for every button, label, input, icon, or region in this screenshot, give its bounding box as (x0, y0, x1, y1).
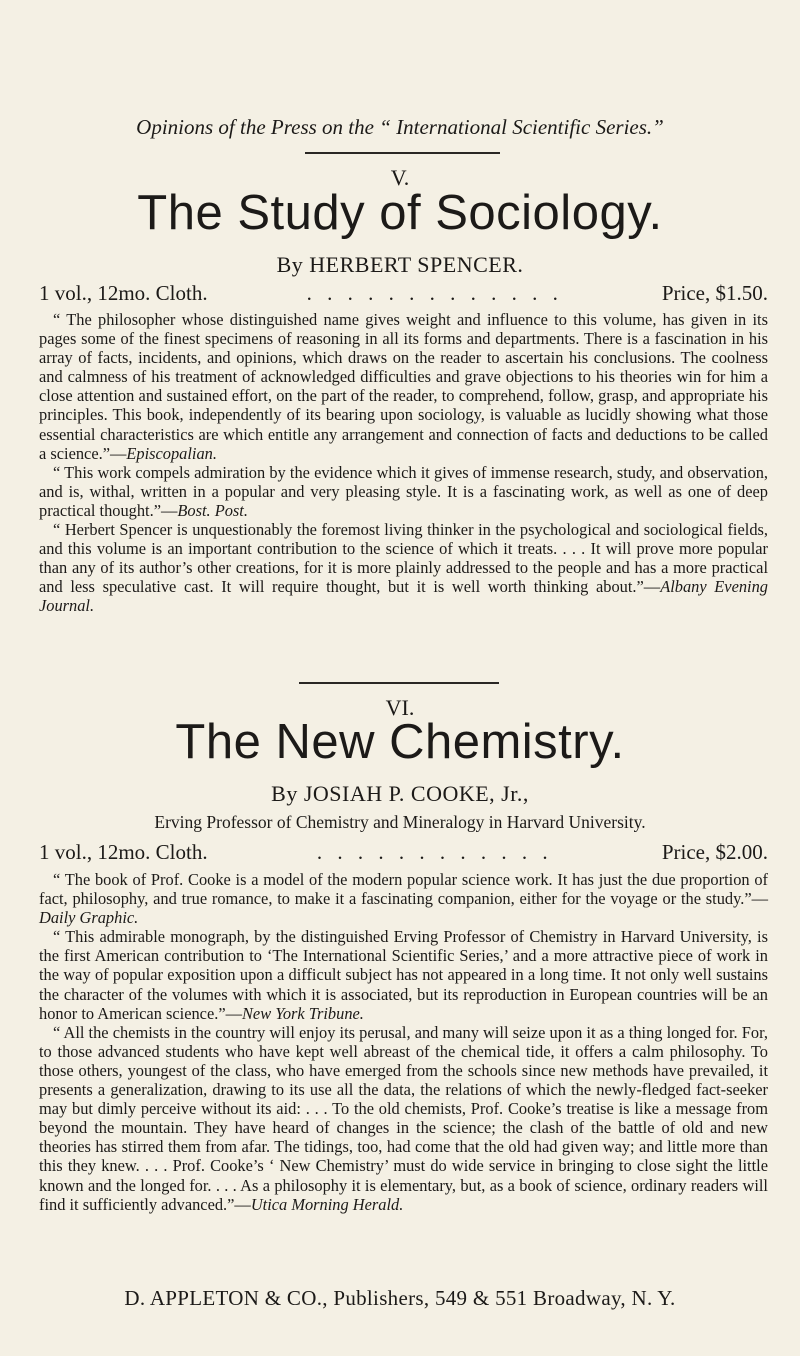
quote: “ This admirable monograph, by the distinguished Erving Professor of Chemistry in Harvard University, is the first American contribution to ‘The International Scientific Series,’ and a more attractive piece of work in the way of popular exposition upon a difficult subject has not appeared in a long time. It not only well sustains the character of the volumes with which it is associated, but its reproduction in European countries will be an honor to American science.”—New York Tribune. (39, 927, 768, 1023)
book-price: Price, $2.00. (661, 840, 768, 864)
quote-source: Albany Evening Journal. (39, 577, 768, 616)
quote: “ The book of Prof. Cooke is a model of the modern popular science work. It has just the due proportion of fact, philosophy, and true romance, to make it a fascinating companion, either for the voyage or the study.”—Daily Graphic. (39, 870, 768, 928)
book-price: Price, $1.50. (661, 281, 768, 305)
book-author: By JOSIAH P. COOKE, Jr., (271, 781, 529, 806)
divider-rule (299, 682, 499, 684)
author-affiliation: Erving Professor of Chemistry and Mineralogy in Harvard University. (154, 812, 646, 832)
leader-dots: . . . . . . . . . . . . . (306, 281, 563, 305)
quote-source: Bost. Post. (177, 500, 248, 520)
page-header: Opinions of the Press on the “ International Scientific Series.” (136, 115, 664, 139)
book-numeral: VI. (385, 695, 415, 720)
quote-source: Utica Morning Herald. (250, 1194, 404, 1214)
book-title: The Study of Sociology. (137, 186, 663, 240)
publisher-footer: D. APPLETON & CO., Publishers, 549 & 551 Broadway, N. Y. (124, 1286, 676, 1310)
quote: “ This work compels admiration by the evidence which it gives of immense research, study, and observation, and is, withal, written in a popular and very pleasing style. It is a fascinating work, as well as one of deep practical thought.”—Bost. Post. (39, 462, 768, 520)
quote: “ All the chemists in the country will enjoy its perusal, and many will seize upon it as a thing longed for. For, to those advanced students who have kept well abreast of the chemical tide, it offers a calm philosophy. To those others, youngest of the class, who have emerged from the schools since new methods have prevailed, it presents a generalization, drawing to its use all the data, the relations of which the newly-fledged fact-seeker may but dimly perceive without its aid: . . . To the old chemists, Prof. Cooke’s treatise is like a message from beyond the mountain. They have heard of changes in the science; the clash of the battle of old and new theories has stirred them from afar. The tidings, too, had come that the old had given way; and little more than this they knew. . . . Prof. Cooke’s ‘ New Chemistry’ must do wide service in bringing to close sight the little known and the longed for. . . . As a philosophy it is elementary, but, as a book of science, ordinary readers will find it sufficiently advanced.”—Utica Morning Herald. (39, 1022, 768, 1214)
book-format: 1 vol., 12mo. Cloth. (39, 840, 208, 864)
book-title: The New Chemistry. (175, 715, 625, 769)
book-format: 1 vol., 12mo. Cloth. (39, 281, 208, 305)
quote-source: Daily Graphic. (39, 908, 139, 928)
press-quotes (39, 870, 768, 1214)
quote: “ The philosopher whose distinguished name gives weight and influence to this volume, has given in its pages some of the finest specimens of reasoning in all its forms and departments. There is a fascination in his array of facts, incidents, and opinions, which draws on the reader to ascertain his conclusions. The coolness and calmness of his treatment of acknowledged difficulties and grave objections to his theories win for him a close attention and sustained effort, on the part of the reader, to comprehend, follow, grasp, and appropriate his principles. This book, independently of its bearing upon sociology, is valuable as lucidly showing what those essential characteristics are which entitle any arrangement and connection of facts and deductions to be called a science.”—Episcopalian. (39, 310, 768, 463)
quote-source: New York Tribune. (242, 1003, 364, 1023)
press-quotes (39, 310, 768, 616)
book-author: By HERBERT SPENCER. (276, 252, 524, 277)
leader-dots: . . . . . . . . . . . . (316, 840, 553, 864)
book-price-line (39, 840, 768, 865)
divider-rule (305, 152, 500, 154)
quote: “ Herbert Spencer is unquestionably the foremost living thinker in the psychological and sociological fields, and this volume is an important contribution to the science of which it treats. . . . It will prove more popular than any of its author’s other creations, for it is more plainly addressed to the people and has a more practical and less speculative cast. It will require thought, but it is well worth thinking about.”—Albany Evening Journal. (39, 520, 768, 616)
book-price-line (39, 281, 768, 306)
quote-source: Episcopalian. (126, 443, 217, 463)
book-numeral: V. (390, 165, 410, 190)
